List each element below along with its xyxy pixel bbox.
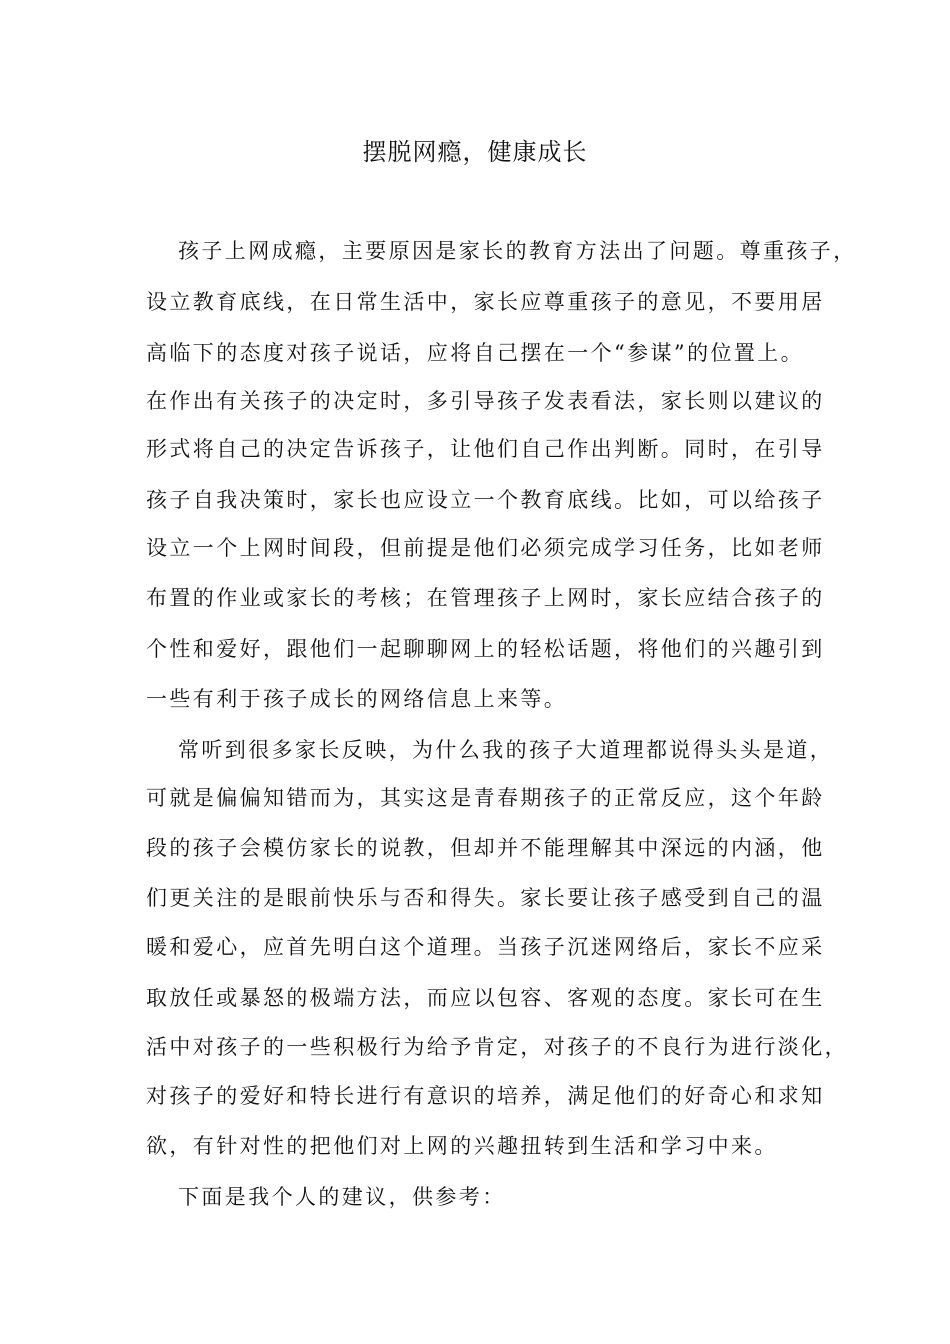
paragraph-1-line-5: 形式将自己的决定告诉孩子，让他们自己作出判断。同时，在引导 (146, 437, 825, 461)
paragraph-2-line-3: 段的孩子会模仿家长的说教，但却并不能理解其中深远的内涵，他 (146, 836, 825, 860)
paragraph-2-line-5: 暖和爱心，应首先明白这个道理。当孩子沉迷网络后，家长不应采 (146, 935, 825, 959)
paragraph-1-line-8: 布置的作业或家长的考核；在管理孩子上网时，家长应结合孩子的 (146, 586, 825, 610)
paragraph-2-line-9: 欲，有针对性的把他们对上网的兴趣扭转到生活和学习中来。 (146, 1134, 778, 1158)
paragraph-2-line-6: 取放任或暴怒的极端方法，而应以包容、客观的态度。家长可在生 (146, 986, 825, 1010)
paragraph-2-line-8: 对孩子的爱好和特长进行有意识的培养，满足他们的好奇心和求知 (146, 1084, 825, 1108)
paragraph-1-line-10: 一些有利于孩子成长的网络信息上来等。 (146, 687, 568, 711)
paragraph-1-line-9: 个性和爱好，跟他们一起聊聊网上的轻松话题，将他们的兴趣引到 (146, 637, 825, 661)
paragraph-1-line-6: 孩子自我决策时，家长也应设立一个教育底线。比如，可以给孩子 (146, 488, 825, 512)
paragraph-3-line-1: 下面是我个人的建议，供参考： (178, 1185, 506, 1209)
paragraph-1-line-7: 设立一个上网时间段，但前提是他们必须完成学习任务，比如老师 (146, 536, 825, 560)
paragraph-2-line-7: 活中对孩子的一些积极行为给予肯定，对孩子的不良行为进行淡化， (146, 1035, 848, 1059)
paragraph-1-line-1: 孩子上网成瘾，主要原因是家长的教育方法出了问题。尊重孩子， (178, 239, 857, 263)
paragraph-2-line-1: 常听到很多家长反映，为什么我的孩子大道理都说得头头是道， (178, 738, 834, 762)
paragraph-1-line-3: 高临下的态度对孩子说话，应将自己摆在一个“参谋”的位置上。 (146, 341, 805, 365)
paragraph-2-line-2: 可就是偏偏知错而为，其实这是青春期孩子的正常反应，这个年龄 (146, 786, 825, 810)
document-title: 摆脱网瘾，健康成长 (362, 138, 588, 166)
paragraph-1-line-2: 设立教育底线，在日常生活中，家长应尊重孩子的意见，不要用居 (146, 290, 825, 314)
paragraph-1-line-4: 在作出有关孩子的决定时，多引导孩子发表看法，家长则以建议的 (146, 389, 825, 413)
paragraph-2-line-4: 们更关注的是眼前快乐与否和得失。家长要让孩子感受到自己的温 (146, 886, 825, 910)
